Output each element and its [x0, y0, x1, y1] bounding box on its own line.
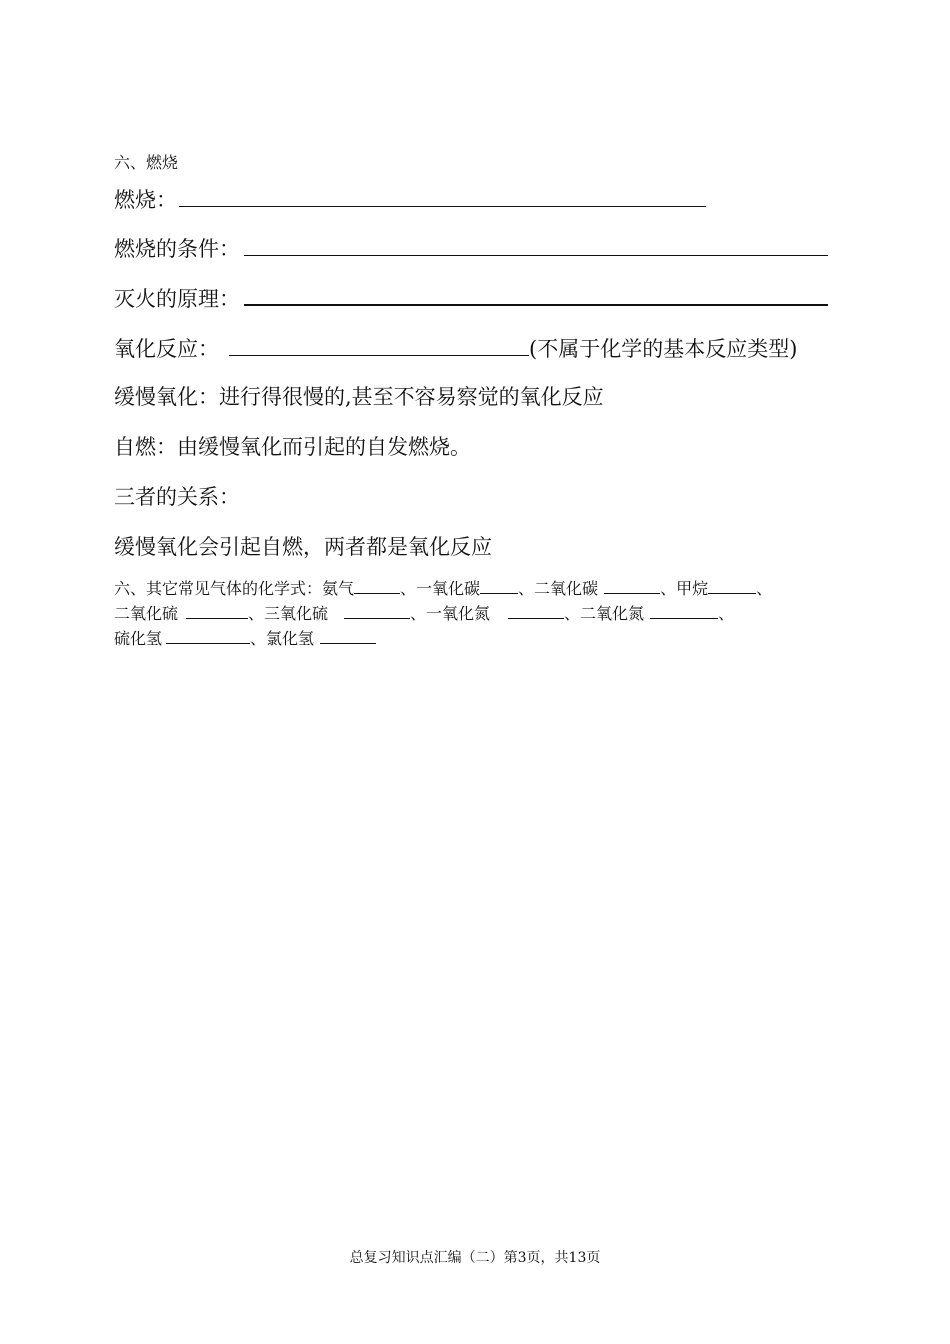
- conditions-label: 燃烧的条件：: [114, 237, 240, 261]
- gas-so3-blank[interactable]: [344, 617, 410, 619]
- page-footer: 总复习知识点汇编（二）第3页，共13页: [349, 1250, 601, 1266]
- combustion-label: 燃烧：: [114, 188, 177, 212]
- gas-no2-label: 、二氧化氮: [564, 604, 645, 623]
- oxidation-label: 氧化反应：: [114, 337, 219, 361]
- extinguish-row: [114, 283, 828, 313]
- gas-so2-blank[interactable]: [186, 617, 248, 619]
- section-title: 六、燃烧: [114, 153, 179, 172]
- gas-ammonia-blank[interactable]: [354, 592, 400, 594]
- gases-row-3: [114, 626, 376, 649]
- extinguish-label: 灭火的原理：: [114, 287, 240, 311]
- gas-no-label: 、一氧化氮: [410, 604, 491, 623]
- gas-hcl-label: 、氯化氢: [250, 629, 315, 648]
- gases-row-1: [114, 576, 772, 599]
- gases-separator: 、: [756, 579, 773, 598]
- gas-hcl-blank[interactable]: [320, 642, 376, 644]
- gas-ammonia-label: 氨气: [322, 579, 355, 598]
- gas-co2-blank[interactable]: [604, 592, 660, 594]
- gases-row-2: [114, 601, 734, 624]
- gas-methane-blank[interactable]: [708, 592, 756, 594]
- slow-oxidation-definition: 缓慢氧化：进行得很慢的,甚至不容易察觉的氧化反应: [114, 385, 604, 409]
- gas-so2-label: 二氧化硫: [114, 604, 179, 623]
- gases-separator-2: 、: [718, 604, 735, 623]
- extinguish-blank[interactable]: [244, 303, 828, 306]
- gas-co-label: 、一氧化碳: [400, 579, 481, 598]
- gas-no-blank[interactable]: [508, 617, 564, 619]
- oxidation-row: [114, 333, 797, 363]
- gas-no2-blank[interactable]: [650, 617, 718, 619]
- gas-so3-label: 、三氧化硫: [248, 604, 329, 623]
- combustion-blank[interactable]: [179, 205, 706, 207]
- conditions-blank[interactable]: [244, 254, 828, 256]
- combustion-row: [114, 184, 706, 214]
- conditions-row: [114, 233, 828, 263]
- oxidation-note: (不属于化学的基本反应类型): [529, 337, 798, 361]
- gas-co-blank[interactable]: [480, 592, 518, 594]
- relation-label: 三者的关系：: [114, 485, 240, 509]
- oxidation-blank[interactable]: [229, 354, 529, 356]
- spontaneous-combustion-definition: 自燃：由缓慢氧化而引起的自发燃烧。: [114, 435, 471, 459]
- gas-h2s-label: 硫化氢: [114, 629, 163, 648]
- relation-text: 缓慢氧化会引起自燃，两者都是氧化反应: [114, 535, 492, 559]
- gas-methane-label: 、甲烷: [660, 579, 709, 598]
- gas-co2-label: 、二氧化碳: [518, 579, 599, 598]
- gas-h2s-blank[interactable]: [166, 642, 250, 644]
- gases-intro: 六、其它常见气体的化学式：: [114, 579, 323, 598]
